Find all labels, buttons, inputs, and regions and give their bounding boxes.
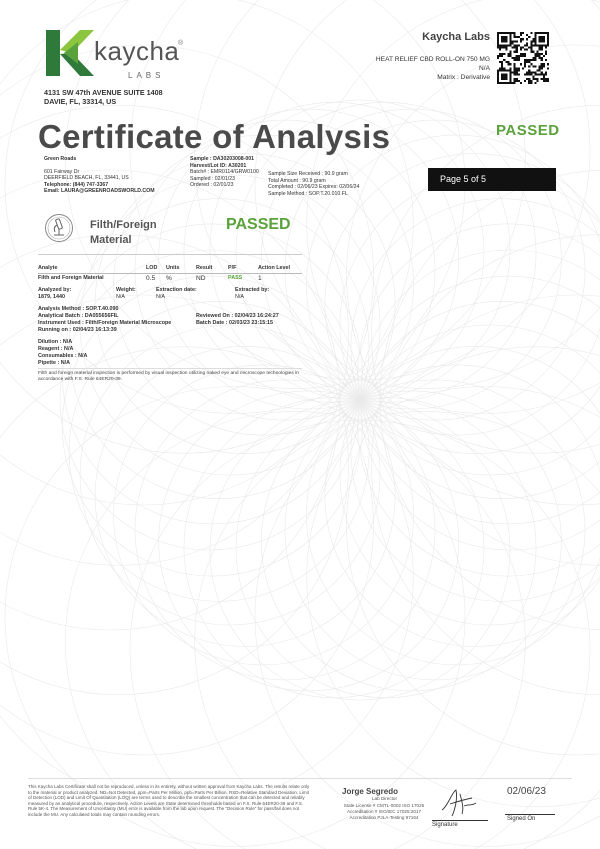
product-info — [376, 55, 490, 82]
product-name: HEAT RELIEF CBD ROLL-ON 750 MG — [375, 56, 490, 63]
result-analyte: Filth and Foreign Material — [38, 275, 104, 281]
signature-caption: Signature — [432, 822, 458, 828]
result-units: % — [166, 275, 172, 282]
signer-name: Jorge Segredo — [342, 787, 399, 796]
section-status-badge: PASSED — [226, 216, 291, 233]
total-amount: Total Amount : 90.9 gram — [268, 177, 326, 184]
microscope-icon — [44, 213, 74, 243]
reagent: Reagent : N/A — [38, 346, 74, 352]
review-details — [196, 313, 279, 327]
product-strain: N/A — [479, 65, 490, 72]
pipette: Pipette : N/A — [38, 360, 71, 366]
consumables: Consumables : N/A — [38, 353, 88, 359]
result-lod: 0.5 — [146, 275, 156, 282]
analysis-method: Analysis Method : SOP.T.40.090 — [38, 306, 119, 312]
client-phone: Telephone: (844) 747-3367 — [44, 181, 109, 188]
signed-date: 02/06/23 — [507, 786, 546, 797]
section-divider — [38, 254, 302, 255]
result-value: ND — [196, 275, 206, 282]
method-note: Filth and foreign material inspection is performed by visual inspection utilizing naked eye and microscope technologies in accordance with F.S. Rule 64ER20-39. — [38, 371, 299, 383]
client-street: 601 Fairway Dr — [44, 168, 80, 175]
extraction-date-label: Extraction date: — [156, 287, 197, 293]
client-email: Email: LAURA@GREENROADSWORLD.COM — [44, 188, 155, 195]
footer-disclaimer: This Kaycha Labs Certificate shall not be reproduced, unless in its entirety, without written approval from Kaycha Labs. The results relate only to the material or product analyzed. ND=Not Detected, ppm=Parts Per Million, ppb=Parts Per Billion, RSD=Relative Standard Deviation. Limit of Detection (LOD) and Limit Of Quantitation (LOQ) are terms used to describe the smallest concentration that can be detected and reliably measured by an analytical procedure, respectively. Action Levels are State determined thresholds based on F.S. Rule 64ER20-39 and F.S. Rule 5K-4. The Measurement of Uncertainty (MU) error is available from the lab upon request. The "Decision Rule" for pass/fail does not include the MU. Any calculated totals may contain rounding errors. — [28, 784, 310, 817]
analysis-details — [38, 306, 171, 334]
table-header-rule — [38, 273, 302, 274]
qr-code-icon[interactable] — [497, 32, 549, 84]
client-info — [44, 156, 155, 195]
page-indicator: Page 5 of 5 — [428, 168, 556, 191]
document-title: Certificate of Analysis — [38, 118, 391, 155]
analytical-batch: Analytical Batch : DA055656FIL — [38, 313, 119, 319]
client-name: Green Roads — [44, 156, 77, 162]
accreditation-info: State License # CMTL-0002 ISO 17025 Accreditation # ISO/IEC 17025:2017 Accreditation PJLA-Testing 97164 — [343, 803, 425, 820]
weight-value: N/A — [116, 294, 125, 300]
client-city: DEERFIELD BEACH, FL, 33441, US — [44, 175, 129, 182]
extracted-by-label: Extracted by: — [235, 287, 270, 293]
lab-address — [44, 88, 163, 106]
col-header-pf: P/F — [228, 265, 237, 271]
sample-info — [190, 156, 259, 189]
reviewed-on: Reviewed On : 02/04/23 16:24:27 — [196, 313, 279, 319]
signature-image — [438, 786, 478, 818]
product-matrix: Matrix : Derivative — [437, 74, 490, 81]
col-header-action-level: Action Level — [258, 265, 291, 271]
signer-role: Lab Director — [372, 796, 398, 801]
note-divider — [38, 368, 302, 369]
instrument-used: Instrument Used : Filth/Foreign Material Microscope — [38, 320, 172, 326]
completed-date: Completed : 02/06/23 Expires: 02/06/24 — [268, 184, 360, 191]
overall-status-badge: PASSED — [496, 122, 560, 139]
batch-number: Batch# : EMR0114/GRW0100 — [190, 169, 259, 176]
sample-size: Sample Size Received : 90.9 gram — [268, 171, 348, 177]
result-action-level: 1 — [258, 275, 262, 282]
signed-on-line — [505, 814, 555, 815]
batch-date: Batch Date : 02/03/23 23:15:15 — [196, 320, 274, 326]
dilution: Dilution : N/A — [38, 339, 73, 345]
harvest-lot-id: Harvest/Lot ID: A30201 — [190, 162, 247, 169]
signature-line — [432, 820, 488, 821]
lab-brand-name: Kaycha Labs — [422, 31, 490, 43]
section-title-line1: Filth/Foreign — [90, 219, 157, 231]
col-header-lod: LOD — [146, 265, 158, 271]
consumables-details — [38, 339, 87, 367]
running-on: Running on : 02/04/23 16:13:39 — [38, 327, 117, 333]
col-header-analyte: Analyte — [38, 265, 58, 271]
sampled-date: Sampled : 02/01/23 — [190, 175, 235, 182]
ordered-date: Ordered : 02/01/23 — [190, 182, 234, 189]
extracted-by-value: N/A — [235, 294, 244, 300]
logo-registered-mark: ® — [178, 40, 184, 47]
weight-label: Weight: — [116, 287, 136, 293]
sample-details — [268, 171, 359, 197]
section-title — [90, 218, 157, 248]
col-header-result: Result — [196, 265, 213, 271]
section-title-line2: Material — [90, 234, 132, 246]
analyzed-by-value: 1879, 1440 — [38, 294, 65, 300]
extraction-date-value: N/A — [156, 294, 165, 300]
sample-id: Sample : DA30203008-001 — [190, 156, 255, 162]
logo-subtitle: LABS — [128, 71, 165, 80]
analyzed-by-label: Analyzed by: — [38, 287, 72, 293]
lab-address-line2: DAVIE, FL, 33314, US — [44, 97, 117, 106]
col-header-units: Units — [166, 265, 180, 271]
lab-address-line1: 4131 SW 47th AVENUE SUITE 1408 — [44, 88, 163, 97]
footer-divider — [28, 778, 572, 779]
logo-wordmark: kaycha — [94, 36, 180, 66]
sample-method: Sample Method : SOP.T.20.010.FL — [268, 190, 348, 197]
signed-on-caption: Signed On — [507, 816, 536, 822]
result-pass-fail: PASS — [228, 275, 243, 281]
